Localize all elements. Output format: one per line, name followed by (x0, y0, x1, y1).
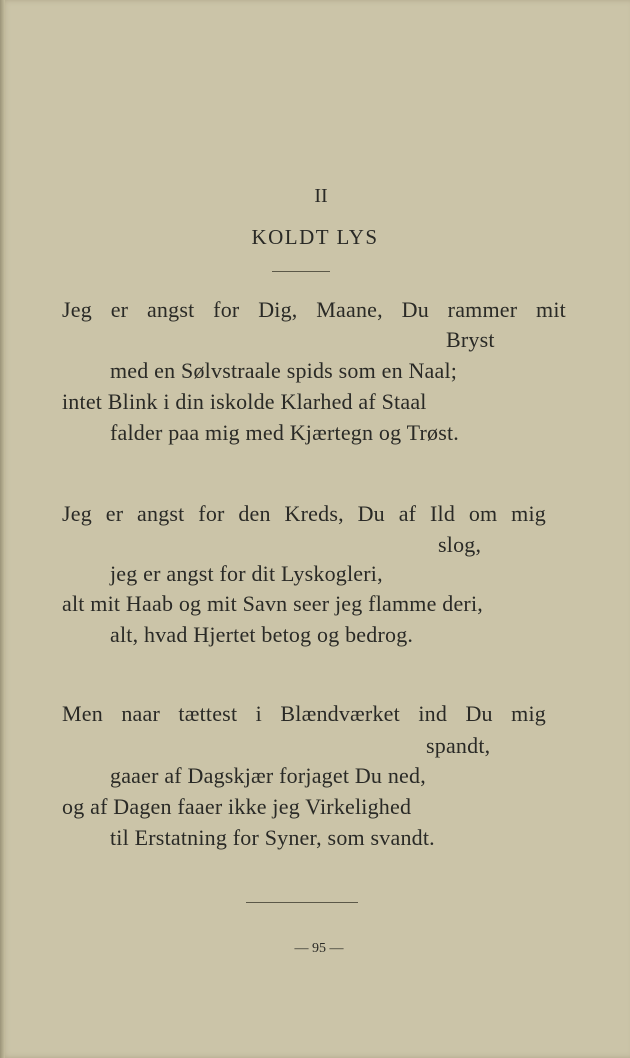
poem-line: gaaer af Dagskjær forjaget Du ned, (110, 763, 426, 788)
poem-line: med en Sølvstraale spids som en Naal; (110, 358, 458, 383)
end-rule (246, 902, 358, 903)
poem-line: Men naar tættest i Blændværket ind Du mig (62, 701, 546, 726)
poem-line: alt mit Haab og mit Savn seer jeg flamme deri, (62, 591, 483, 616)
title-rule (272, 271, 330, 272)
poem-line: spandt, (426, 733, 491, 758)
page-edge (0, 0, 5, 1058)
poem-line: slog, (438, 532, 482, 557)
poem-line: Jeg er angst for Dig, Maane, Du rammer mit (62, 297, 566, 322)
section-numeral: II (314, 185, 328, 207)
poem-line: falder paa mig med Kjærtegn og Trøst. (110, 420, 459, 445)
poem-title: KOLDT LYS (251, 225, 379, 249)
poem-line: Jeg er angst for den Kreds, Du af Ild om mig (62, 501, 546, 526)
poem-line: til Erstatning for Syner, som svandt. (110, 825, 435, 850)
poem-line: intet Blink i din iskolde Klarhed af Staal (62, 389, 427, 414)
page-number: — 95 — (294, 941, 344, 956)
poem-line: alt, hvad Hjertet betog og bedrog. (110, 622, 414, 647)
poem-line: og af Dagen faaer ikke jeg Virkelighed (62, 794, 412, 819)
poem-line: Bryst (446, 327, 495, 352)
poem-line: jeg er angst for dit Lyskogleri, (110, 561, 383, 586)
